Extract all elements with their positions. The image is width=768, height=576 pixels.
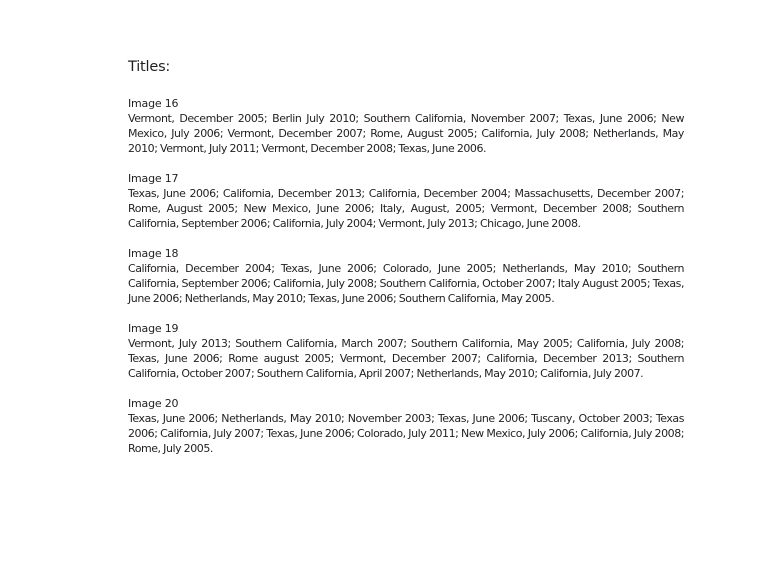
entry-title: Image 19	[128, 322, 179, 335]
entry-text: Vermont, December 2005; Berlin July 2010; Southern California, November 2007; Texas, June 2006; New Mexico, July 2006; Vermont, December 2007; Rome, August 2005; California, July 2008; Netherlands, May 2010; Vermont, July 2011; Vermont, December 2008; Texas, June 2006.	[128, 112, 684, 155]
document-page	[128, 58, 684, 471]
caption-entry-image-17	[128, 171, 684, 231]
entry-text: California, December 2004; Texas, June 2006; Colorado, June 2005; Netherlands, May 2010; Southern California, September 2006; California, July 2008; Southern California, October 2007; Italy August 2005; Texas, June 2006; Netherlands, May 2010; Texas, June 2006; Southern California, May 2005.	[128, 262, 684, 305]
entry-title: Image 16	[128, 97, 179, 110]
entry-text: Vermont, July 2013; Southern California, March 2007; Southern California, May 2005; California, July 2008; Texas, June 2006; Rome august 2005; Vermont, December 2007; California, December 2013; Southern California, October 2007; Southern California, April 2007; Netherlands, May 2010; California, July 2007.	[128, 337, 684, 380]
entry-text: Texas, June 2006; California, December 2013; California, December 2004; Massachusetts, December 2007; Rome, August 2005; New Mexico, June 2006; Italy, August, 2005; Vermont, December 2008; Southern California, September 2006; California, July 2004; Vermont, July 2013; Chicago, June 2008.	[128, 187, 684, 230]
entry-title: Image 18	[128, 247, 179, 260]
entry-title: Image 20	[128, 397, 179, 410]
caption-entry-image-16	[128, 96, 684, 156]
caption-entry-image-19	[128, 321, 684, 381]
entry-title: Image 17	[128, 172, 179, 185]
caption-entry-image-18	[128, 246, 684, 306]
caption-entry-image-20	[128, 396, 684, 456]
entry-text: Texas, June 2006; Netherlands, May 2010; November 2003; Texas, June 2006; Tuscany, October 2003; Texas 2006; California, July 2007; Texas, June 2006; Colorado, July 2011; New Mexico, July 2006; California, July 2008; Rome, July 2005.	[128, 412, 684, 455]
page-title: Titles:	[128, 59, 171, 75]
